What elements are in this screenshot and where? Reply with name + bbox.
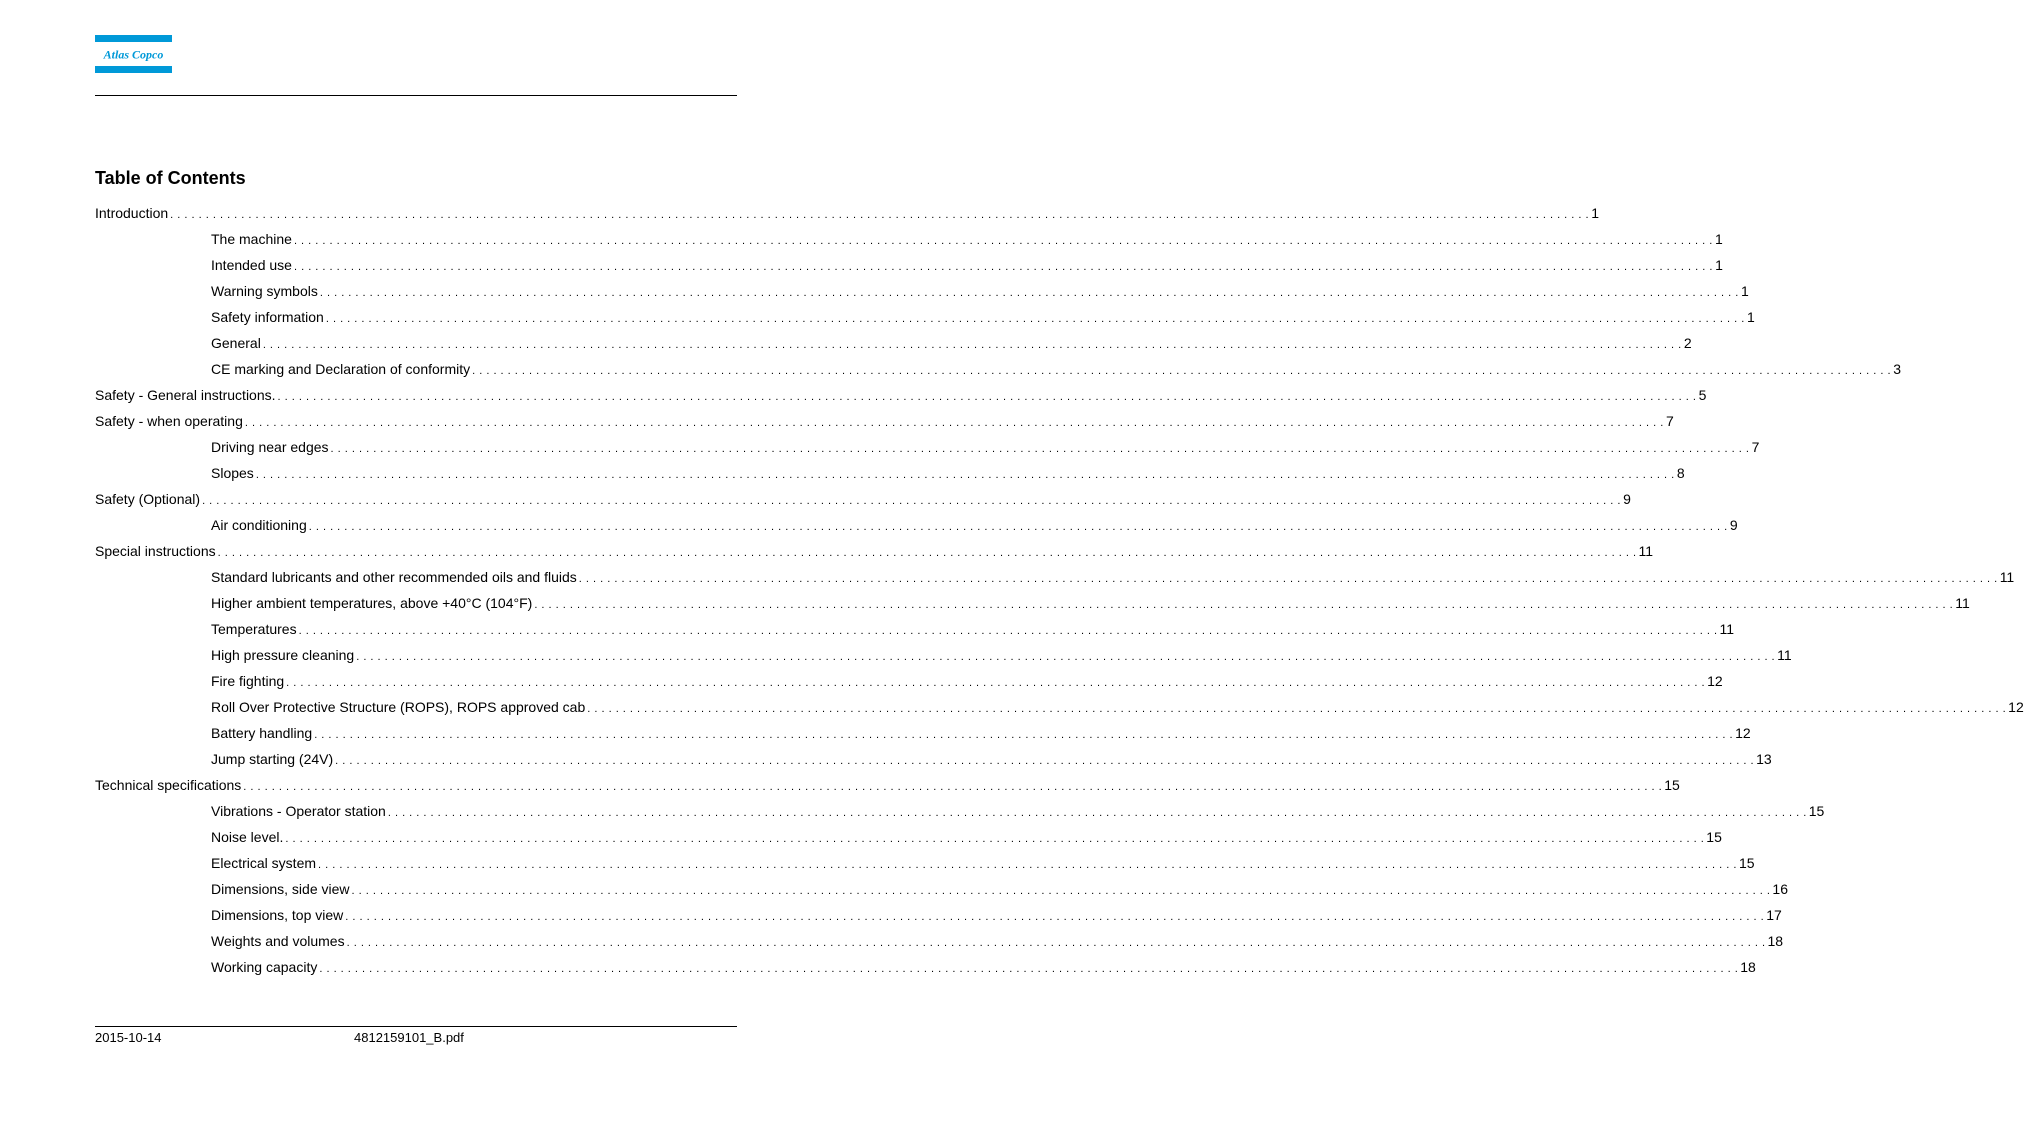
toc-entry[interactable] (95, 852, 1755, 878)
toc-dot-leader: . . . . . . . . . . . . . . . . . . . . . . . . . . . . . . . . . . . . . . . . . . . . . . . . . . . . . . . . . . . . . . . . . . . . . . . . . . . . . . . . . . . . . . . . . . . . . . . . . . . . . . . . . . . . . . . . . . . . . . . . . . . . . . . . . . . . . . . . . . . . . . . . . . . . . . . . . . . . . . . . . . . . . . . . . . . . . . . . . . . . . . . . . . . . . . . . . . . . . . . . (534, 599, 1954, 611)
toc-entry-title: Safety information (211, 309, 324, 325)
toc-entry[interactable] (95, 358, 1902, 384)
toc-dot-leader: . . . . . . . . . . . . . . . . . . . . . . . . . . . . . . . . . . . . . . . . . . . . . . . . . . . . . . . . . . . . . . . . . . . . . . . . . . . . . . . . . . . . . . . . . . . . . . . . . . . . . . . . . . . . . . . . . . . . . . . . . . . . . . . . . . . . . . . . . . . . . . . . . . . . . . . . . . . . . . . . . . . . . . . . . . . . . . . . . . . . . . . . . . . . . . . . . . . . . . . . (243, 781, 1663, 793)
toc-dot-leader: . . . . . . . . . . . . . . . . . . . . . . . . . . . . . . . . . . . . . . . . . . . . . . . . . . . . . . . . . . . . . . . . . . . . . . . . . . . . . . . . . . . . . . . . . . . . . . . . . . . . . . . . . . . . . . . . . . . . . . . . . . . . . . . . . . . . . . . . . . . . . . . . . . . . . . . . . . . . . . . . . . . . . . . . . . . . . . . . . . . . . . . . . . . . . . . . . . . . . . . . (325, 313, 1745, 325)
toc-entry[interactable] (95, 462, 1685, 488)
toc-dot-leader: . . . . . . . . . . . . . . . . . . . . . . . . . . . . . . . . . . . . . . . . . . . . . . . . . . . . . . . . . . . . . . . . . . . . . . . . . . . . . . . . . . . . . . . . . . . . . . . . . . . . . . . . . . . . . . . . . . . . . . . . . . . . . . . . . . . . . . . . . . . . . . . . . . . . . . . . . . . . . . . . . . . . . . . . . . . . . . . . . . . . . . . . . . . . . . . . . . . . . . . . (298, 625, 1718, 637)
toc-entry[interactable] (95, 280, 1749, 306)
toc-dot-leader: . . . . . . . . . . . . . . . . . . . . . . . . . . . . . . . . . . . . . . . . . . . . . . . . . . . . . . . . . . . . . . . . . . . . . . . . . . . . . . . . . . . . . . . . . . . . . . . . . . . . . . . . . . . . . . . . . . . . . . . . . . . . . . . . . . . . . . . . . . . . . . . . . . . . . . . . . . . . . . . . . . . . . . . . . . . . . . . . . . . . . . . . . . . . . . . . . . . . . . . . (202, 495, 1621, 507)
toc-entry-title: Standard lubricants and other recommended oils and fluids (211, 569, 577, 585)
toc-entry[interactable] (95, 774, 1680, 800)
toc-entry[interactable] (95, 878, 1788, 904)
toc-entry-title: General (211, 335, 261, 351)
toc-entry[interactable] (95, 410, 1674, 436)
toc-entry-page: 17 (1766, 907, 1782, 923)
toc-entry-title: Introduction (95, 205, 169, 221)
footer-date: 2015-10-14 (95, 1030, 162, 1045)
toc-entry-page: 11 (1777, 647, 1792, 663)
toc-dot-leader: . . . . . . . . . . . . . . . . . . . . . . . . . . . . . . . . . . . . . . . . . . . . . . . . . . . . . . . . . . . . . . . . . . . . . . . . . . . . . . . . . . . . . . . . . . . . . . . . . . . . . . . . . . . . . . . . . . . . . . . . . . . . . . . . . . . . . . . . . . . . . . . . . . . . . . . . . . . . . . . . . . . . . . . . . . . . . . . . . . . . . . . . . . . . . . . . . . . . . . . . (346, 937, 1766, 949)
toc-entry-page: 12 (1707, 673, 1723, 689)
toc-entry[interactable] (95, 696, 2024, 722)
toc-entry-title: Slopes (211, 465, 254, 481)
toc-entry[interactable] (95, 592, 1970, 618)
toc-entry[interactable] (95, 826, 1722, 852)
toc-dot-leader: . . . . . . . . . . . . . . . . . . . . . . . . . . . . . . . . . . . . . . . . . . . . . . . . . . . . . . . . . . . . . . . . . . . . . . . . . . . . . . . . . . . . . . . . . . . . . . . . . . . . . . . . . . . . . . . . . . . . . . . . . . . . . . . . . . . . . . . . . . . . . . . . . . . . . . . . . . . . . . . . . . . . . . . . . . . . . . . . . . . . . . . . . . . . . . . . . . . . . . . . (335, 755, 1755, 767)
toc-entry-page: 11 (1955, 595, 1970, 611)
toc-entry-title: Air conditioning (211, 517, 307, 533)
toc-dot-leader: . . . . . . . . . . . . . . . . . . . . . . . . . . . . . . . . . . . . . . . . . . . . . . . . . . . . . . . . . . . . . . . . . . . . . . . . . . . . . . . . . . . . . . . . . . . . . . . . . . . . . . . . . . . . . . . . . . . . . . . . . . . . . . . . . . . . . . . . . . . . . . . . . . . . . . . . . . . . . . . . . . . . . . . . . . . . . . . . . . . . . . . . . . . . . . . . . . . . . . . . (318, 859, 1737, 871)
toc-entry-title: Dimensions, side view (211, 881, 350, 897)
toc-entry[interactable] (95, 332, 1692, 358)
toc-entry[interactable] (95, 306, 1755, 332)
toc-entry-page: 7 (1751, 439, 1760, 455)
logo-text: Atlas Copco (103, 47, 164, 62)
toc-dot-leader: . . . . . . . . . . . . . . . . . . . . . . . . . . . . . . . . . . . . . . . . . . . . . . . . . . . . . . . . . . . . . . . . . . . . . . . . . . . . . . . . . . . . . . . . . . . . . . . . . . . . . . . . . . . . . . . . . . . . . . . . . . . . . . . . . . . . . . . . . . . . . . . . . . . . . . . . . . . . . . . . . . . . . . . . . . . . . . . . . . . . . . . . . . . . . . . . . . . . . . . . (330, 443, 1750, 455)
toc-dot-leader: . . . . . . . . . . . . . . . . . . . . . . . . . . . . . . . . . . . . . . . . . . . . . . . . . . . . . . . . . . . . . . . . . . . . . . . . . . . . . . . . . . . . . . . . . . . . . . . . . . . . . . . . . . . . . . . . . . . . . . . . . . . . . . . . . . . . . . . . . . . . . . . . . . . . . . . . . . . . . . . . . . . . . . . . . . . . . . . . . . . . . . . . . . . . . . . . . . . . . . . . (217, 547, 1637, 559)
toc-entry-title: Battery handling (211, 725, 313, 741)
toc-entry-title: Special instructions (95, 543, 216, 559)
toc-entry-page: 2 (1683, 335, 1692, 351)
toc-entry-title: CE marking and Declaration of conformity (211, 361, 471, 377)
atlas-copco-logo (95, 35, 172, 73)
toc-entry[interactable] (95, 228, 1723, 254)
toc-entry[interactable] (95, 800, 1825, 826)
toc-entry[interactable] (95, 436, 1760, 462)
toc-entry-title: Weights and volumes (211, 933, 345, 949)
toc-entry-page: 1 (1715, 257, 1723, 273)
toc-dot-leader: . . . . . . . . . . . . . . . . . . . . . . . . . . . . . . . . . . . . . . . . . . . . . . . . . . . . . . . . . . . . . . . . . . . . . . . . . . . . . . . . . . . . . . . . . . . . . . . . . . . . . . . . . . . . . . . . . . . . . . . . . . . . . . . . . . . . . . . . . . . . . . . . . . . . . . . . . . . . . . . . . . . . . . . . . . . . . . . . . . . . . . . . . . . . . . . . . . . . . . . . (356, 651, 1776, 663)
toc-dot-leader: . . . . . . . . . . . . . . . . . . . . . . . . . . . . . . . . . . . . . . . . . . . . . . . . . . . . . . . . . . . . . . . . . . . . . . . . . . . . . . . . . . . . . . . . . . . . . . . . . . . . . . . . . . . . . . . . . . . . . . . . . . . . . . . . . . . . . . . . . . . . . . . . . . . . . . . . . . . . . . . . . . . . . . . . . . . . . . . . . . . . . . . . . . . . . . . . . . . . . . . . (285, 833, 1705, 845)
toc-entry-page: 11 (1999, 569, 2015, 585)
toc-dot-leader: . . . . . . . . . . . . . . . . . . . . . . . . . . . . . . . . . . . . . . . . . . . . . . . . . . . . . . . . . . . . . . . . . . . . . . . . . . . . . . . . . . . . . . . . . . . . . . . . . . . . . . . . . . . . . . . . . . . . . . . . . . . . . . . . . . . . . . . . . . . . . . . . . . . . . . . . . . . . . . . . . . . . . . . . . . . . . . . . . . . . . . . . . . . . . . . . . . . . . . . . (277, 391, 1697, 403)
toc-entry-page: 9 (1729, 517, 1738, 533)
toc-dot-leader: . . . . . . . . . . . . . . . . . . . . . . . . . . . . . . . . . . . . . . . . . . . . . . . . . . . . . . . . . . . . . . . . . . . . . . . . . . . . . . . . . . . . . . . . . . . . . . . . . . . . . . . . . . . . . . . . . . . . . . . . . . . . . . . . . . . . . . . . . . . . . . . . . . . . . . . . . . . . . . . . . . . . . . . . . . . . . . . . . . . . . . . . . . . . . . . . . . . . . . . . (319, 963, 1739, 975)
toc-entry[interactable] (95, 956, 1756, 982)
toc-entry[interactable] (95, 566, 2015, 592)
toc-entry-title: Noise level. (211, 829, 284, 845)
toc-entry-page: 1 (1591, 205, 1600, 221)
toc-dot-leader: . . . . . . . . . . . . . . . . . . . . . . . . . . . . . . . . . . . . . . . . . . . . . . . . . . . . . . . . . . . . . . . . . . . . . . . . . . . . . . . . . . . . . . . . . . . . . . . . . . . . . . . . . . . . . . . . . . . . . . . . . . . . . . . . . . . . . . . . . . . . . . . . . . . . . . . . . . . . . . . . . . . . . . . . . . . . . . . . . . . . . . . . . . . . . . . . . . . . . . . . (351, 885, 1771, 897)
toc-entry-page: 1 (1740, 283, 1749, 299)
toc-entry-title: Roll Over Protective Structure (ROPS), ROPS approved cab (211, 699, 586, 715)
toc-entry[interactable] (95, 748, 1772, 774)
toc-dot-leader: . . . . . . . . . . . . . . . . . . . . . . . . . . . . . . . . . . . . . . . . . . . . . . . . . . . . . . . . . . . . . . . . . . . . . . . . . . . . . . . . . . . . . . . . . . . . . . . . . . . . . . . . . . . . . . . . . . . . . . . . . . . . . . . . . . . . . . . . . . . . . . . . . . . . . . . . . . . . . . . . . . . . . . . . . . . . . . . . . . . . . . . . . . . . . . . . . . . . . . . . (244, 417, 1664, 429)
toc-entry-page: 8 (1676, 465, 1685, 481)
toc-entry[interactable] (95, 514, 1738, 540)
toc-dot-leader: . . . . . . . . . . . . . . . . . . . . . . . . . . . . . . . . . . . . . . . . . . . . . . . . . . . . . . . . . . . . . . . . . . . . . . . . . . . . . . . . . . . . . . . . . . . . . . . . . . . . . . . . . . . . . . . . . . . . . . . . . . . . . . . . . . . . . . . . . . . . . . . . . . . . . . . . . . . . . . . . . . . . . . . . . . . . . . . . . . . . . . . . . . . . . . . . . . . . . . . . (170, 209, 1590, 221)
toc-dot-leader: . . . . . . . . . . . . . . . . . . . . . . . . . . . . . . . . . . . . . . . . . . . . . . . . . . . . . . . . . . . . . . . . . . . . . . . . . . . . . . . . . . . . . . . . . . . . . . . . . . . . . . . . . . . . . . . . . . . . . . . . . . . . . . . . . . . . . . . . . . . . . . . . . . . . . . . . . . . . . . . . . . . . . . . . . . . . . . . . . . . . . . . . . . . . . . . . . . . . . . . . (255, 469, 1675, 481)
toc-entry-title: Temperatures (211, 621, 297, 637)
header-rule (95, 95, 737, 96)
toc-entry-title: Safety (Optional) (95, 491, 201, 507)
toc-dot-leader: . . . . . . . . . . . . . . . . . . . . . . . . . . . . . . . . . . . . . . . . . . . . . . . . . . . . . . . . . . . . . . . . . . . . . . . . . . . . . . . . . . . . . . . . . . . . . . . . . . . . . . . . . . . . . . . . . . . . . . . . . . . . . . . . . . . . . . . . . . . . . . . . . . . . . . . . . . . . . . . . . . . . . . . . . . . . . . . . . . . . . . . . . . . . . . . . . . . . . . . . (308, 521, 1728, 533)
toc-entry-title: The machine (211, 231, 292, 247)
toc-entry-title: Safety - when operating (95, 413, 243, 429)
toc-entry-page: 12 (2008, 699, 2024, 715)
toc-entry-title: Intended use (211, 257, 292, 273)
toc-entry-page: 15 (1664, 777, 1680, 793)
toc-entry-page: 5 (1698, 387, 1707, 403)
toc-entry-title: Safety - General instructions. (95, 387, 276, 403)
toc-entry[interactable] (95, 618, 1735, 644)
toc-entry-page: 11 (1719, 621, 1735, 637)
toc-entry-title: Warning symbols (211, 283, 318, 299)
toc-entry-title: Technical specifications (95, 777, 242, 793)
toc-entry-title: Vibrations - Operator station (211, 803, 386, 819)
toc-entry-page: 1 (1746, 309, 1755, 325)
toc-entry[interactable] (95, 384, 1707, 410)
toc-entry-page: 9 (1623, 491, 1631, 507)
toc-entry[interactable] (95, 202, 1600, 228)
toc-entry[interactable] (95, 904, 1782, 930)
toc-entry-page: 7 (1665, 413, 1674, 429)
toc-entry[interactable] (95, 930, 1784, 956)
footer-filename: 4812159101_B.pdf (354, 1030, 464, 1045)
toc-dot-leader: . . . . . . . . . . . . . . . . . . . . . . . . . . . . . . . . . . . . . . . . . . . . . . . . . . . . . . . . . . . . . . . . . . . . . . . . . . . . . . . . . . . . . . . . . . . . . . . . . . . . . . . . . . . . . . . . . . . . . . . . . . . . . . . . . . . . . . . . . . . . . . . . . . . . . . . . . . . . . . . . . . . . . . . . . . . . . . . . . . . . . . . . . . . . . . . . . . . . . . . . (314, 729, 1734, 741)
toc-entry-page: 1 (1715, 231, 1723, 247)
toc-entry[interactable] (95, 644, 1792, 670)
toc-dot-leader: . . . . . . . . . . . . . . . . . . . . . . . . . . . . . . . . . . . . . . . . . . . . . . . . . . . . . . . . . . . . . . . . . . . . . . . . . . . . . . . . . . . . . . . . . . . . . . . . . . . . . . . . . . . . . . . . . . . . . . . . . . . . . . . . . . . . . . . . . . . . . . . . . . . . . . . . . . . . . . . . . . . . . . . . . . . . . . . . . . . . . . . . . . . . . . . . . . . . . . . . (293, 235, 1713, 247)
toc-entry-page: 12 (1735, 725, 1751, 741)
toc-dot-leader: . . . . . . . . . . . . . . . . . . . . . . . . . . . . . . . . . . . . . . . . . . . . . . . . . . . . . . . . . . . . . . . . . . . . . . . . . . . . . . . . . . . . . . . . . . . . . . . . . . . . . . . . . . . . . . . . . . . . . . . . . . . . . . . . . . . . . . . . . . . . . . . . . . . . . . . . . . . . . . . . . . . . . . . . . . . . . . . . . . . . . . . . . . . . . . . . . . . . . . . . (578, 573, 1998, 585)
toc-entry-page: 13 (1756, 751, 1772, 767)
toc-entry-title: Dimensions, top view (211, 907, 344, 923)
toc-entry[interactable] (95, 540, 1654, 566)
toc-entry-page: 15 (1738, 855, 1755, 871)
toc-entry[interactable] (95, 488, 1631, 514)
toc-entry[interactable] (95, 722, 1751, 748)
toc-entry-title: Driving near edges (211, 439, 329, 455)
toc-entry-title: Fire fighting (211, 673, 285, 689)
toc-entry-title: Working capacity (211, 959, 318, 975)
table-of-contents (95, 202, 2024, 982)
toc-entry-page: 3 (1893, 361, 1902, 377)
toc-entry-page: 15 (1706, 829, 1722, 845)
toc-entry-title: High pressure cleaning (211, 647, 355, 663)
toc-title: Table of Contents (95, 168, 246, 188)
toc-dot-leader: . . . . . . . . . . . . . . . . . . . . . . . . . . . . . . . . . . . . . . . . . . . . . . . . . . . . . . . . . . . . . . . . . . . . . . . . . . . . . . . . . . . . . . . . . . . . . . . . . . . . . . . . . . . . . . . . . . . . . . . . . . . . . . . . . . . . . . . . . . . . . . . . . . . . . . . . . . . . . . . . . . . . . . . . . . . . . . . . . . . . . . . . . . . . . . . . . . . . . . . . (293, 261, 1713, 273)
toc-entry-title: Electrical system (211, 855, 317, 871)
toc-entry-page: 15 (1808, 803, 1825, 819)
toc-dot-leader: . . . . . . . . . . . . . . . . . . . . . . . . . . . . . . . . . . . . . . . . . . . . . . . . . . . . . . . . . . . . . . . . . . . . . . . . . . . . . . . . . . . . . . . . . . . . . . . . . . . . . . . . . . . . . . . . . . . . . . . . . . . . . . . . . . . . . . . . . . . . . . . . . . . . . . . . . . . . . . . . . . . . . . . . . . . . . . . . . . . . . . . . . . . . . . . . . . . . . . . . (286, 677, 1706, 689)
toc-entry-title: Higher ambient temperatures, above +40°C (104°F) (211, 595, 533, 611)
toc-dot-leader: . . . . . . . . . . . . . . . . . . . . . . . . . . . . . . . . . . . . . . . . . . . . . . . . . . . . . . . . . . . . . . . . . . . . . . . . . . . . . . . . . . . . . . . . . . . . . . . . . . . . . . . . . . . . . . . . . . . . . . . . . . . . . . . . . . . . . . . . . . . . . . . . . . . . . . . . . . . . . . . . . . . . . . . . . . . . . . . . . . . . . . . . . . . . . . . . . . . . . . . . (262, 339, 1682, 351)
toc-dot-leader: . . . . . . . . . . . . . . . . . . . . . . . . . . . . . . . . . . . . . . . . . . . . . . . . . . . . . . . . . . . . . . . . . . . . . . . . . . . . . . . . . . . . . . . . . . . . . . . . . . . . . . . . . . . . . . . . . . . . . . . . . . . . . . . . . . . . . . . . . . . . . . . . . . . . . . . . . . . . . . . . . . . . . . . . . . . . . . . . . . . . . . . . . . . . . . . . . . . . . . . . (587, 703, 2007, 715)
toc-dot-leader: . . . . . . . . . . . . . . . . . . . . . . . . . . . . . . . . . . . . . . . . . . . . . . . . . . . . . . . . . . . . . . . . . . . . . . . . . . . . . . . . . . . . . . . . . . . . . . . . . . . . . . . . . . . . . . . . . . . . . . . . . . . . . . . . . . . . . . . . . . . . . . . . . . . . . . . . . . . . . . . . . . . . . . . . . . . . . . . . . . . . . . . . . . . . . . . . . . . . . . . . (345, 911, 1765, 923)
toc-entry-page: 18 (1740, 959, 1756, 975)
toc-entry-title: Jump starting (24V) (211, 751, 334, 767)
toc-entry-page: 18 (1767, 933, 1784, 949)
toc-dot-leader: . . . . . . . . . . . . . . . . . . . . . . . . . . . . . . . . . . . . . . . . . . . . . . . . . . . . . . . . . . . . . . . . . . . . . . . . . . . . . . . . . . . . . . . . . . . . . . . . . . . . . . . . . . . . . . . . . . . . . . . . . . . . . . . . . . . . . . . . . . . . . . . . . . . . . . . . . . . . . . . . . . . . . . . . . . . . . . . . . . . . . . . . . . . . . . . . . . . . . . . . (319, 287, 1739, 299)
toc-entry-page: 11 (1638, 543, 1654, 559)
toc-entry-page: 16 (1772, 881, 1788, 897)
toc-entry[interactable] (95, 670, 1723, 696)
toc-entry[interactable] (95, 254, 1723, 280)
toc-dot-leader: . . . . . . . . . . . . . . . . . . . . . . . . . . . . . . . . . . . . . . . . . . . . . . . . . . . . . . . . . . . . . . . . . . . . . . . . . . . . . . . . . . . . . . . . . . . . . . . . . . . . . . . . . . . . . . . . . . . . . . . . . . . . . . . . . . . . . . . . . . . . . . . . . . . . . . . . . . . . . . . . . . . . . . . . . . . . . . . . . . . . . . . . . . . . . . . . . . . . . . . . (387, 807, 1807, 819)
toc-dot-leader: . . . . . . . . . . . . . . . . . . . . . . . . . . . . . . . . . . . . . . . . . . . . . . . . . . . . . . . . . . . . . . . . . . . . . . . . . . . . . . . . . . . . . . . . . . . . . . . . . . . . . . . . . . . . . . . . . . . . . . . . . . . . . . . . . . . . . . . . . . . . . . . . . . . . . . . . . . . . . . . . . . . . . . . . . . . . . . . . . . . . . . . . . . . . . . . . . . . . . . . . (472, 365, 1892, 377)
footer-rule (95, 1026, 737, 1027)
